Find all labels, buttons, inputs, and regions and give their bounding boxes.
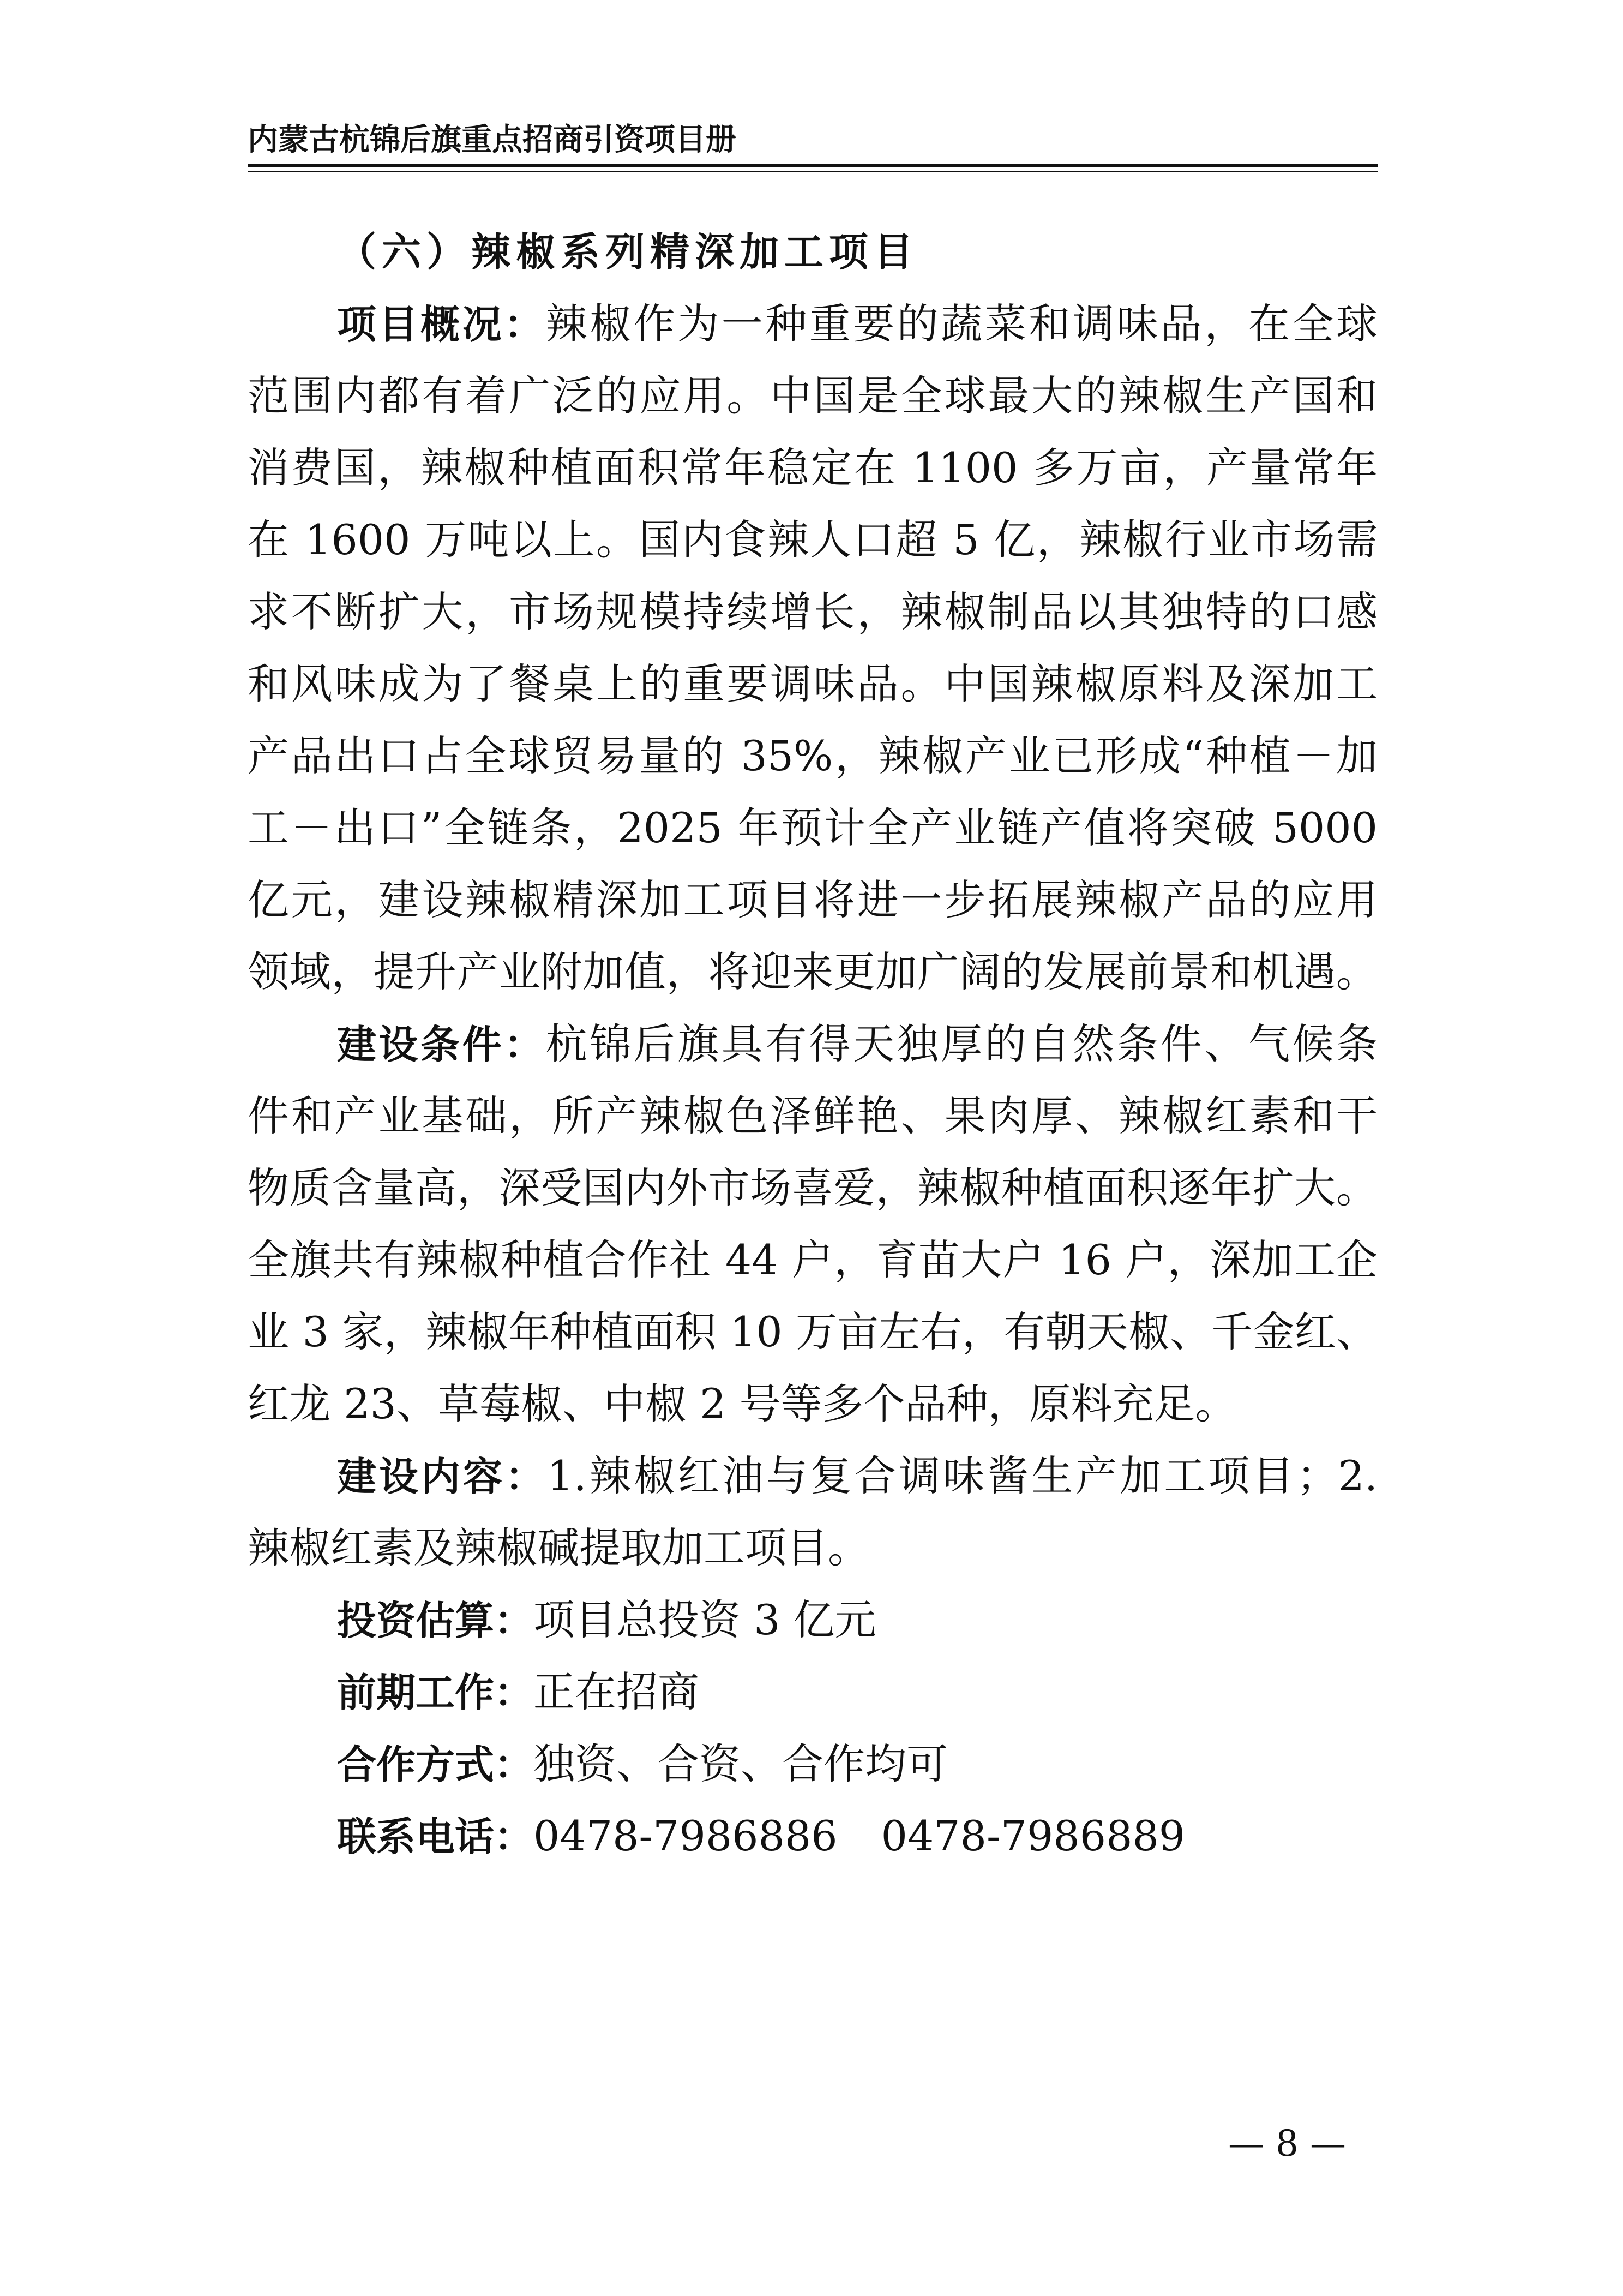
contact-phone-2: 0478-7986889 bbox=[881, 1812, 1186, 1860]
contact-phone-1: 0478-7986886 bbox=[533, 1812, 838, 1860]
document-body bbox=[248, 216, 1378, 1872]
contact-label: 联系电话： bbox=[337, 1814, 534, 1860]
overview-line-5: 求不断扩大，市场规模持续增长，辣椒制品以其独特的口感 bbox=[248, 588, 1378, 636]
contact-row bbox=[248, 1800, 1378, 1872]
overview-line-10: 领域，提升产业附加值，将迎来更加广阔的发展前景和机遇。 bbox=[248, 948, 1378, 996]
overview-line-4: 在 1600 万吨以上。国内食辣人口超 5 亿，辣椒行业市场需 bbox=[248, 515, 1378, 564]
content-paragraph bbox=[248, 1440, 1378, 1584]
header-rule-thin bbox=[248, 171, 1378, 172]
conditions-line-5: 业 3 家，辣椒年种植面积 10 万亩左右，有朝天椒、千金红、 bbox=[248, 1308, 1378, 1356]
investment-label: 投资估算： bbox=[337, 1598, 534, 1644]
paragraph-line bbox=[248, 1008, 1378, 1080]
overview-line-8: 工－出口”全链条，2025 年预计全产业链产值将突破 5000 bbox=[248, 804, 1378, 852]
content-line-1: 1.辣椒红油与复合调味酱生产加工项目；2. bbox=[547, 1452, 1378, 1500]
investment-row bbox=[248, 1584, 1378, 1656]
overview-line-7: 产品出口占全球贸易量的 35%，辣椒产业已形成“种植－加 bbox=[248, 732, 1378, 780]
paragraph-line bbox=[248, 1440, 1378, 1512]
cooperation-row bbox=[248, 1728, 1378, 1800]
section-title: （六）辣椒系列精深加工项目 bbox=[337, 229, 919, 275]
header-rule-thick bbox=[248, 164, 1378, 167]
overview-line-1: 辣椒作为一种重要的蔬菜和调味品，在全球 bbox=[545, 299, 1378, 348]
investment-value: 项目总投资 3 亿元 bbox=[533, 1596, 876, 1644]
preliminary-row bbox=[248, 1656, 1378, 1728]
document-header-title: 内蒙古杭锦后旗重点招商引资项目册 bbox=[248, 122, 736, 158]
conditions-line-1: 杭锦后旗具有得天独厚的自然条件、气候条 bbox=[545, 1020, 1378, 1068]
overview-line-9: 亿元，建设辣椒精深加工项目将进一步拓展辣椒产品的应用 bbox=[248, 876, 1378, 924]
content-line-2: 辣椒红素及辣椒碱提取加工项目。 bbox=[248, 1524, 869, 1572]
cooperation-value: 独资、合资、合作均可 bbox=[533, 1740, 948, 1788]
conditions-line-2: 件和产业基础，所产辣椒色泽鲜艳、果肉厚、辣椒红素和干 bbox=[248, 1092, 1378, 1140]
overview-line-2: 范围内都有着广泛的应用。中国是全球最大的辣椒生产国和 bbox=[248, 371, 1378, 420]
conditions-label: 建设条件： bbox=[337, 1022, 546, 1068]
conditions-paragraph bbox=[248, 1008, 1378, 1440]
preliminary-value: 正在招商 bbox=[533, 1668, 700, 1716]
preliminary-label: 前期工作： bbox=[337, 1670, 534, 1716]
overview-line-6: 和风味成为了餐桌上的重要调味品。中国辣椒原料及深加工 bbox=[248, 660, 1378, 708]
content-label: 建设内容： bbox=[337, 1454, 548, 1500]
cooperation-label: 合作方式： bbox=[337, 1742, 534, 1788]
page-number: — 8 — bbox=[1228, 2123, 1346, 2165]
paragraph-line bbox=[248, 288, 1378, 360]
overview-line-3: 消费国，辣椒种植面积常年稳定在 1100 多万亩，产量常年 bbox=[248, 443, 1378, 492]
overview-label: 项目概况： bbox=[337, 302, 546, 347]
overview-paragraph bbox=[248, 288, 1378, 1008]
conditions-line-3: 物质含量高，深受国内外市场喜爱，辣椒种植面积逐年扩大。 bbox=[248, 1164, 1378, 1212]
conditions-line-4: 全旗共有辣椒种植合作社 44 户，育苗大户 16 户，深加工企 bbox=[248, 1236, 1378, 1284]
conditions-line-6: 红龙 23、草莓椒、中椒 2 号等多个品种，原料充足。 bbox=[248, 1380, 1237, 1428]
